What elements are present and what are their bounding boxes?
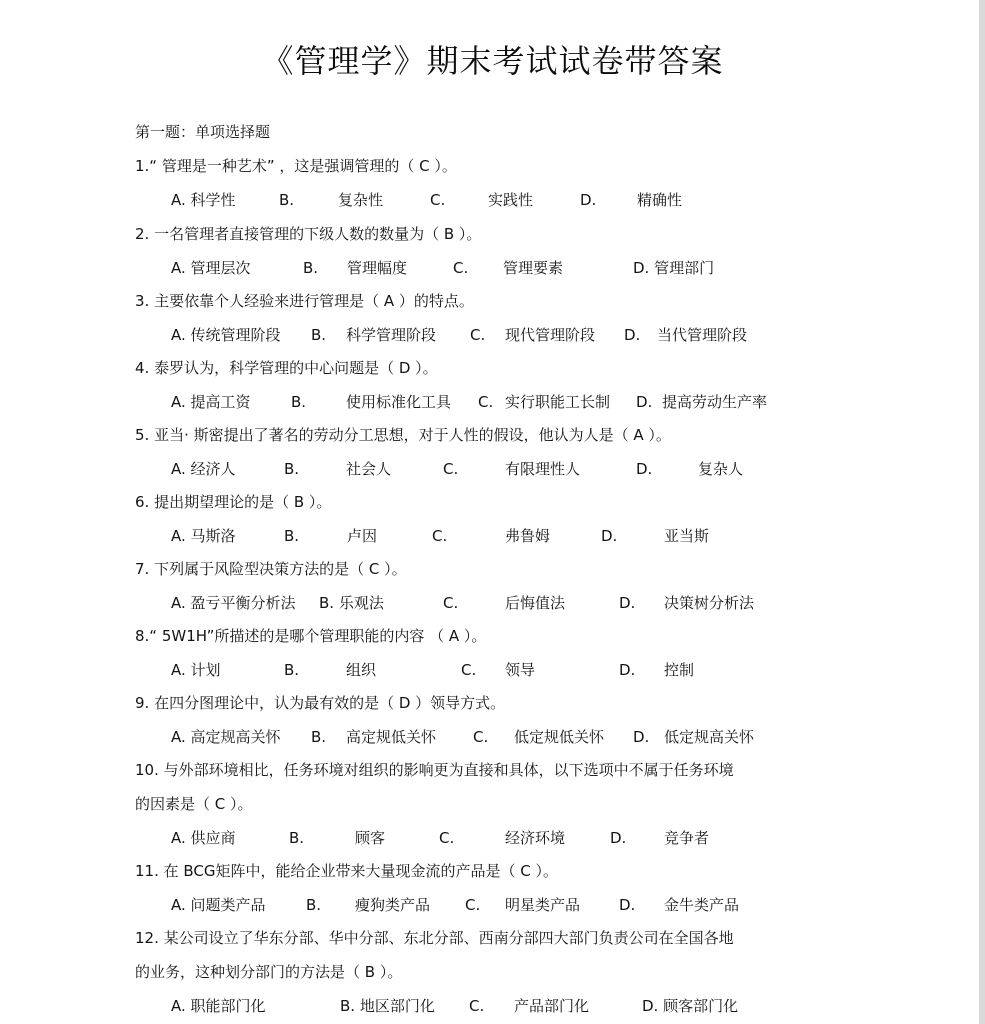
q9-option-b-label: B. — [311, 728, 327, 746]
question-10: 10. 与外部环境相比，任务环境对组织的影响更为直接和具体，以下选项中不属于任务环境 — [135, 761, 734, 779]
q11-option-b-label: B. — [306, 896, 322, 914]
q9-option-c-label: C. — [473, 728, 489, 746]
q4-option-a: A. 提高工资 — [171, 393, 251, 411]
q7-option-a: A. 盈亏平衡分析法 — [171, 594, 296, 612]
q5-option-c: 有限理性人 — [505, 460, 581, 478]
q10-option-d-label: D. — [610, 829, 627, 847]
q4-option-c: 实行职能工长制 — [505, 393, 611, 411]
q1-option-a: A. 科学性 — [171, 191, 236, 209]
q11-option-c: 明星类产品 — [505, 896, 581, 914]
q12-option-b: B. 地区部门化 — [340, 997, 435, 1015]
question-8: 8.“ 5W1H”所描述的是哪个管理职能的内容 （ A ）。 — [135, 627, 487, 645]
q3-option-b: 科学管理阶段 — [346, 326, 437, 344]
q5-option-d-label: D. — [636, 460, 653, 478]
q10-option-a: A. 供应商 — [171, 829, 236, 847]
q6-option-a: A. 马斯洛 — [171, 527, 236, 545]
q3-option-a: A. 传统管理阶段 — [171, 326, 281, 344]
q2-option-d: D. 管理部门 — [633, 259, 715, 277]
q5-option-b-label: B. — [284, 460, 300, 478]
q4-option-d-label: D. — [636, 393, 653, 411]
q1-option-d-label: D. — [580, 191, 597, 209]
q7-option-d-label: D. — [619, 594, 636, 612]
q4-option-b-label: B. — [291, 393, 307, 411]
question-12-cont: 的业务，这种划分部门的方法是（ B ）。 — [135, 963, 403, 981]
document-title: 《管理学》期末考试试卷带答案 — [261, 42, 724, 80]
q5-option-d: 复杂人 — [698, 460, 744, 478]
q10-option-b: 顾客 — [355, 829, 386, 847]
q2-option-b: 管理幅度 — [347, 259, 408, 277]
q2-option-c: 管理要素 — [503, 259, 564, 277]
q4-option-b: 使用标准化工具 — [346, 393, 452, 411]
q2-option-a: A. 管理层次 — [171, 259, 251, 277]
q6-option-d: 亚当斯 — [664, 527, 710, 545]
q6-option-c: 弗鲁姆 — [505, 527, 551, 545]
q9-option-d: 低定规高关怀 — [664, 728, 755, 746]
section-heading: 第一题：单项选择题 — [135, 123, 271, 141]
q12-option-c: 产品部门化 — [514, 997, 590, 1015]
q9-option-a: A. 高定规高关怀 — [171, 728, 281, 746]
q5-option-a: A. 经济人 — [171, 460, 236, 478]
q8-option-c-label: C. — [461, 661, 477, 679]
q9-option-c: 低定规低关怀 — [514, 728, 605, 746]
q12-option-a: A. 职能部门化 — [171, 997, 266, 1015]
q5-option-b: 社会人 — [346, 460, 392, 478]
q9-option-b: 高定规低关怀 — [346, 728, 437, 746]
question-10-cont: 的因素是（ C ）。 — [135, 795, 253, 813]
question-3: 3. 主要依靠个人经验来进行管理是（ A ）的特点。 — [135, 292, 474, 310]
q11-option-a: A. 问题类产品 — [171, 896, 266, 914]
q12-option-d: D. 顾客部门化 — [642, 997, 739, 1015]
question-9: 9. 在四分图理论中，认为最有效的是（ D ）领导方式。 — [135, 694, 506, 712]
q1-option-b: 复杂性 — [338, 191, 384, 209]
q7-option-c: 后悔值法 — [505, 594, 566, 612]
q9-option-d-label: D. — [633, 728, 650, 746]
q5-option-c-label: C. — [443, 460, 459, 478]
q3-option-b-label: B. — [311, 326, 327, 344]
q8-option-b-label: B. — [284, 661, 300, 679]
question-1: 1.“ 管理是一种艺术” ，这是强调管理的（ C ）。 — [135, 157, 457, 175]
question-12: 12. 某公司设立了华东分部、华中分部、东北分部、西南分部四大部门负责公司在全国各地 — [135, 929, 734, 947]
q2-option-c-label: C. — [453, 259, 469, 277]
q3-option-c-label: C. — [470, 326, 486, 344]
q3-option-d: 当代管理阶段 — [657, 326, 748, 344]
q8-option-d-label: D. — [619, 661, 636, 679]
q7-option-d: 决策树分析法 — [664, 594, 755, 612]
q10-option-b-label: B. — [289, 829, 305, 847]
question-6: 6. 提出期望理论的是（ B ）。 — [135, 493, 332, 511]
q4-option-d: 提高劳动生产率 — [662, 393, 768, 411]
page-edge-shadow — [979, 0, 985, 1024]
q8-option-a: A. 计划 — [171, 661, 221, 679]
question-7: 7. 下列属于风险型决策方法的是（ C ）。 — [135, 560, 407, 578]
q8-option-b: 组织 — [346, 661, 377, 679]
q12-option-c-label: C. — [469, 997, 485, 1015]
q6-option-b-label: B. — [284, 527, 300, 545]
q3-option-c: 现代管理阶段 — [505, 326, 596, 344]
q1-option-b-label: B. — [279, 191, 295, 209]
question-2: 2. 一名管理者直接管理的下级人数的数量为（ B ）。 — [135, 225, 482, 243]
q11-option-b: 瘦狗类产品 — [355, 896, 431, 914]
q4-option-c-label: C. — [478, 393, 494, 411]
q1-option-c: 实践性 — [488, 191, 534, 209]
q8-option-c: 领导 — [505, 661, 536, 679]
q1-option-c-label: C. — [430, 191, 446, 209]
q6-option-d-label: D. — [601, 527, 618, 545]
q3-option-d-label: D. — [624, 326, 641, 344]
q11-option-d: 金牛类产品 — [664, 896, 740, 914]
question-11: 11. 在 BCG矩阵中，能给企业带来大量现金流的产品是（ C ）。 — [135, 862, 559, 880]
q2-option-b-label: B. — [303, 259, 319, 277]
q7-option-c-label: C. — [443, 594, 459, 612]
q6-option-c-label: C. — [432, 527, 448, 545]
q6-option-b: 卢因 — [347, 527, 378, 545]
q8-option-d: 控制 — [664, 661, 695, 679]
q10-option-d: 竞争者 — [664, 829, 710, 847]
q1-option-d: 精确性 — [637, 191, 683, 209]
q11-option-c-label: C. — [465, 896, 481, 914]
q7-option-b: B. 乐观法 — [319, 594, 384, 612]
q10-option-c-label: C. — [439, 829, 455, 847]
q11-option-d-label: D. — [619, 896, 636, 914]
question-5: 5. 亚当· 斯密提出了著名的劳动分工思想，对于人性的假设，他认为人是（ A ）。 — [135, 426, 671, 444]
question-4: 4. 泰罗认为，科学管理的中心问题是（ D ）。 — [135, 359, 438, 377]
q10-option-c: 经济环境 — [505, 829, 566, 847]
